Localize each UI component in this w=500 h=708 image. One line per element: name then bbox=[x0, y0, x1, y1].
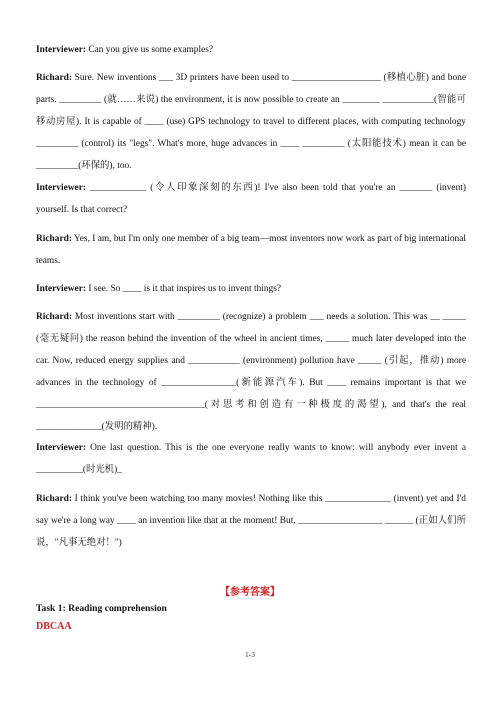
paragraph-6 bbox=[36, 306, 466, 438]
speaker-label: Richard: bbox=[36, 494, 72, 504]
paragraph-text: Sure. New inventions ___ 3D printers have been used to ___________________ (移植心脏) and bone parts. _________ (就……来说) the environment, it is now possible to create an ________ ___________(智能可移动房屋). It is capable of ____ (use) GPS technology to travel to different places, with computing technology _________ (control) its "legs". What's more, huge advances in ____ _________ (太阳能技术) mean it can be _________(环保的), too. bbox=[36, 73, 466, 171]
paragraph-text: I see. So ____ is it that inspires us to invent things? bbox=[85, 284, 282, 294]
paragraph-8 bbox=[36, 488, 466, 554]
paragraph-7 bbox=[36, 437, 466, 481]
speaker-label: Interviewer: bbox=[36, 443, 86, 453]
task-title: Task 1: Reading comprehension bbox=[36, 603, 167, 614]
speaker-label: Interviewer: bbox=[36, 45, 86, 55]
paragraph-3 bbox=[36, 177, 466, 221]
page-number: 1-3 bbox=[245, 650, 255, 659]
speaker-label: Interviewer: bbox=[36, 183, 86, 193]
paragraph-text: One last question. This is the one everyone really wants to know: will anybody ever invent a __________(时光机)_ bbox=[36, 443, 466, 475]
speaker-label: Richard: bbox=[36, 73, 72, 83]
paragraph-text: Yes, I am, but I'm only one member of a big team—most inventors now work as part of big international teams. bbox=[36, 234, 467, 266]
speaker-label: Richard: bbox=[36, 312, 72, 322]
paragraph-text: I think you've been watching too many movies! Nothing like this ______________ (invent) yet and I'd say we're a long way ____ an invention like that at the moment! But, __________________ ______ (正如人们所说，"凡事无绝对！") bbox=[36, 494, 466, 548]
answer-key: DBCAA bbox=[36, 621, 72, 632]
speaker-label: Interviewer: bbox=[36, 284, 86, 294]
answer-header: 【参考答案】 bbox=[220, 587, 280, 598]
paragraph-1 bbox=[36, 39, 466, 61]
paragraph-text: Can you give us some examples? bbox=[85, 45, 214, 55]
paragraph-text: ____________ (令人印象深刻的东西)! I've also been told that you're an _______ (invent) yourself. Is that correct? bbox=[36, 183, 466, 215]
paragraph-text: Most inventions start with _________ (recognize) a problem ___ needs a solution. This was __ _____ (毫无疑问) the reason behind the invention of the wheel in ancient times, _____ much later developed into the car. Now, reduced energy supplies and ___________ (environment) pollution have _____ (引起，推动) more advances in the technology of ________________(新能源汽车). But ____ remains important is that we ____________________________________(对思考和创造有一种极度的渴望), and that's the real ______________(发明的精神). bbox=[36, 312, 466, 432]
speaker-label: Richard: bbox=[36, 234, 72, 244]
paragraph-4 bbox=[36, 228, 466, 272]
paragraph-5 bbox=[36, 278, 466, 300]
paragraph-2 bbox=[36, 67, 466, 177]
